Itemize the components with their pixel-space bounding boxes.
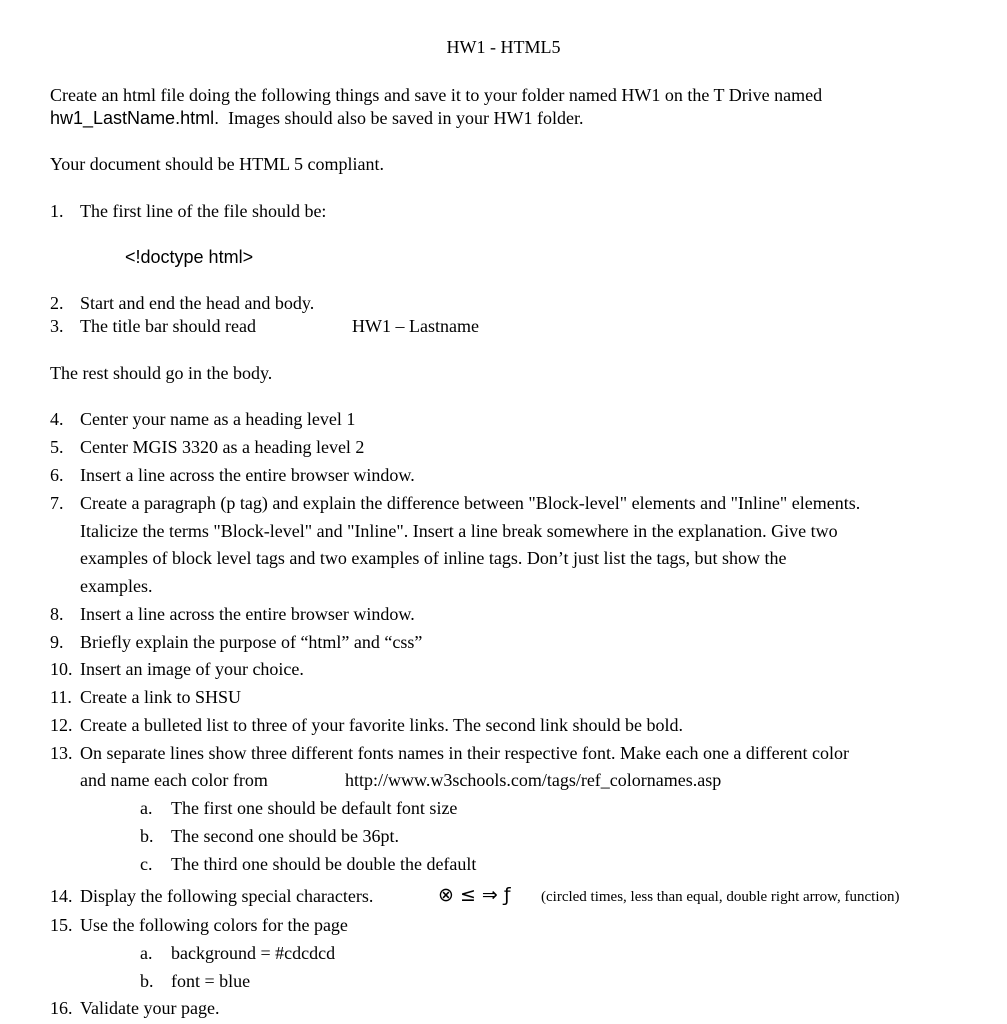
- item-2-number: 2.: [50, 293, 64, 313]
- item-16-number: 16.: [50, 998, 73, 1018]
- intro-filename: hw1_LastName.html.: [50, 108, 220, 128]
- intro-line-2: [50, 107, 584, 129]
- special-characters: ⊗ ≤ ⇒ ƒ: [438, 884, 511, 906]
- item-13-line-2: and name each color from: [80, 770, 268, 790]
- item-9-number: 9.: [50, 632, 64, 652]
- item-12-number: 12.: [50, 715, 73, 735]
- item-5-text: Center MGIS 3320 as a heading level 2: [80, 437, 365, 457]
- item-13a-letter: a.: [140, 798, 153, 818]
- item-1-text: The first line of the file should be:: [80, 201, 327, 221]
- item-13-line-1: On separate lines show three different fonts names in their respective font. Make each one a different color: [80, 743, 850, 763]
- special-characters-note: (circled times, less than equal, double right arrow, function): [541, 889, 900, 905]
- body-note: The rest should go in the body.: [50, 363, 273, 383]
- item-10-text: Insert an image of your choice.: [80, 659, 304, 679]
- item-8-number: 8.: [50, 604, 64, 624]
- item-13-number: 13.: [50, 743, 73, 763]
- item-6-text: Insert a line across the entire browser window.: [80, 465, 415, 485]
- item-7-line-2: Italicize the terms "Block-level" and "Inline". Insert a line break somewhere in the explanation. Give two: [80, 521, 838, 541]
- item-2-text: Start and end the head and body.: [80, 293, 315, 313]
- item-15a-text: background = #cdcdcd: [171, 943, 336, 963]
- item-13c-text: The third one should be double the default: [171, 854, 477, 874]
- item-14-text: Display the following special characters.: [80, 886, 374, 906]
- item-3-number: 3.: [50, 316, 64, 336]
- item-15b-letter: b.: [140, 971, 154, 991]
- item-7-line-3: examples of block level tags and two examples of inline tags. Don’t just list the tags, but show the: [80, 548, 787, 568]
- item-3-text: The title bar should read: [80, 316, 256, 336]
- item-7-number: 7.: [50, 493, 64, 513]
- intro-line-2-rest: Images should also be saved in your HW1 folder.: [228, 108, 584, 128]
- item-8-text: Insert a line across the entire browser window.: [80, 604, 415, 624]
- item-16-text: Validate your page.: [80, 998, 220, 1018]
- document-title: HW1 - HTML5: [446, 37, 561, 57]
- item-11-number: 11.: [50, 687, 72, 707]
- item-13b-letter: b.: [140, 826, 154, 846]
- item-7-line-4: examples.: [80, 576, 153, 596]
- item-10-number: 10.: [50, 659, 73, 679]
- item-4-number: 4.: [50, 409, 64, 429]
- item-1-number: 1.: [50, 201, 64, 221]
- item-14-number: 14.: [50, 886, 73, 906]
- item-4-text: Center your name as a heading level 1: [80, 409, 356, 429]
- doctype-code: <!doctype html>: [125, 247, 254, 267]
- item-13a-text: The first one should be default font size: [171, 798, 458, 818]
- intro-line-1: Create an html file doing the following things and save it to your folder named HW1 on the T Drive named: [50, 85, 823, 105]
- item-6-number: 6.: [50, 465, 64, 485]
- item-7-line-1: Create a paragraph (p tag) and explain the difference between "Block-level" elements and "Inline" elements.: [80, 493, 861, 513]
- item-11-text: Create a link to SHSU: [80, 687, 241, 707]
- item-13-url: http://www.w3schools.com/tags/ref_colornames.asp: [345, 770, 722, 790]
- item-5-number: 5.: [50, 437, 64, 457]
- item-3-title-value: HW1 – Lastname: [352, 316, 479, 336]
- item-15-text: Use the following colors for the page: [80, 915, 348, 935]
- item-15b-text: font = blue: [171, 971, 251, 991]
- item-15a-letter: a.: [140, 943, 153, 963]
- item-12-text: Create a bulleted list to three of your favorite links. The second link should be bold.: [80, 715, 684, 735]
- compliance-note: Your document should be HTML 5 compliant.: [50, 154, 384, 174]
- item-13b-text: The second one should be 36pt.: [171, 826, 399, 846]
- item-9-text: Briefly explain the purpose of “html” and “css”: [80, 632, 423, 652]
- item-15-number: 15.: [50, 915, 73, 935]
- item-13c-letter: c.: [140, 854, 153, 874]
